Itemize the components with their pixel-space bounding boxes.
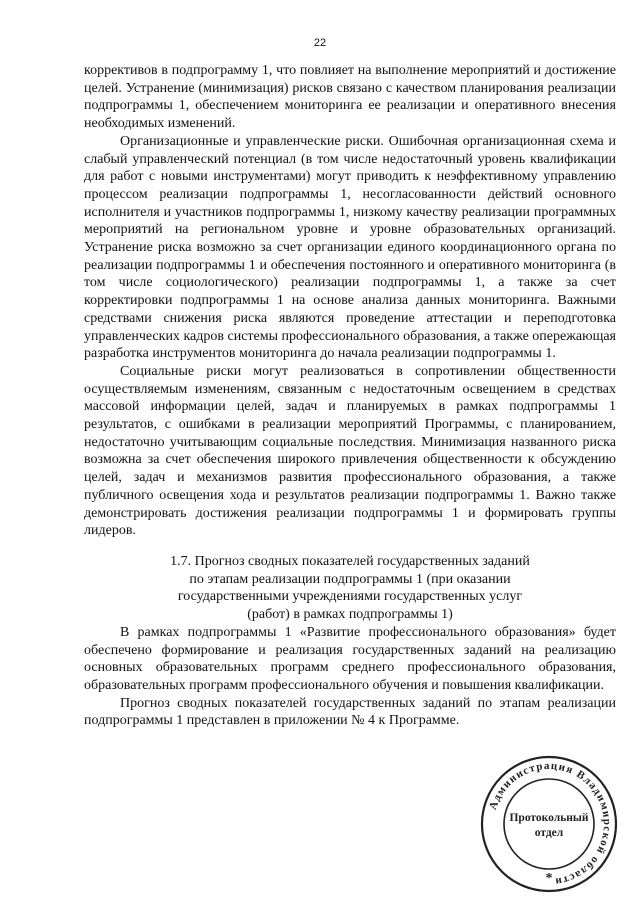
section-heading-line: государственными учреждениями государственных услуг (177, 589, 523, 605)
stamp-center-line2: отдел (534, 827, 564, 839)
section-heading-line: 1.7. Прогноз сводных показателей государственных заданий (170, 553, 530, 569)
section-heading-line: по этапам реализации подпрограммы 1 (при оказании (189, 571, 511, 587)
section-heading-line: (работ) в рамках подпрограммы 1) (247, 607, 453, 623)
stamp-center-line1: Протокольный (509, 812, 589, 824)
paragraph-state-assignments: В рамках подпрограммы 1 «Развитие профессионального образования» будет обеспечено формирование и реализация государственных заданий на реализацию основных образовательных программ среднего профессионального образования, образовательных программ профессионального обучения и повышения квалификации. (84, 624, 616, 693)
page-number: 22 (313, 37, 327, 49)
paragraph-organizational-risks: Организационные и управленческие риски. Ошибочная организационная схема и слабый управленческий потенциал (в том числе недостаточный уровень квалификации для работ с новыми инструментами) могут приводить к неэффективному управлению процессом реализации подпрограммы 1, несогласованности действий основного исполнителя и участников подпрограммы 1, низкому качеству реализации программных мероприятий на региональном уровне и уровне образовательных организаций. Устранение риска возможно за счет организации единого координационного органа по реализации подпрограммы 1 и обеспечения постоянного и оперативного мониторинга (в том числе социологического) реализации подпрограммы 1, а также за счет корректировки подпрограммы 1 на основе анализа данных мониторинга. Важными средствами снижения риска являются проведение аттестации и переподготовка управленческих кадров системы профессионального образования, а также опережающая разработка инструментов мониторинга до начала реализации подпрограммы 1. (84, 133, 616, 362)
paragraph-risk-continuation: коррективов в подпрограмму 1, что повлияет на выполнение мероприятий и достижение целей. Устранение (минимизация) рисков связано с качеством планирования реализации подпрограммы 1, обеспечением мониторинга ее реализации и оперативного внесения необходимых изменений. (84, 63, 616, 132)
stamp-star: * (545, 871, 553, 886)
paragraph-forecast-reference: Прогноз сводных показателей государственных заданий по этапам реализации подпрограммы 1 представлен в приложении № 4 к Программе. (84, 695, 616, 729)
stamp-ring-text: Администрация Владимирской области (487, 759, 614, 888)
section-heading (84, 553, 616, 624)
stamp-inner-ring (504, 779, 594, 869)
paragraph-social-risks: Социальные риски могут реализоваться в сопротивлении общественности осуществляемым изменениям, связанным с недостаточным освещением в средствах массовой информации целей, задач и планируемых в рамках подпрограммы 1 результатов, с ошибками в реализации мероприятий Программы, с планированием, недостаточно учитывающим социальные последствия. Минимизация названного риска возможна за счет обеспечения широкого привлечения общественности к обсуждению целей, задач и механизмов развития профессионального образования, а также публичного освещения хода и результатов реализации подпрограммы 1. Важно также демонстрировать достижения реализации подпрограммы 1 и формировать группы лидеров. (84, 363, 616, 539)
official-stamp (479, 754, 619, 894)
document-body (84, 62, 616, 730)
